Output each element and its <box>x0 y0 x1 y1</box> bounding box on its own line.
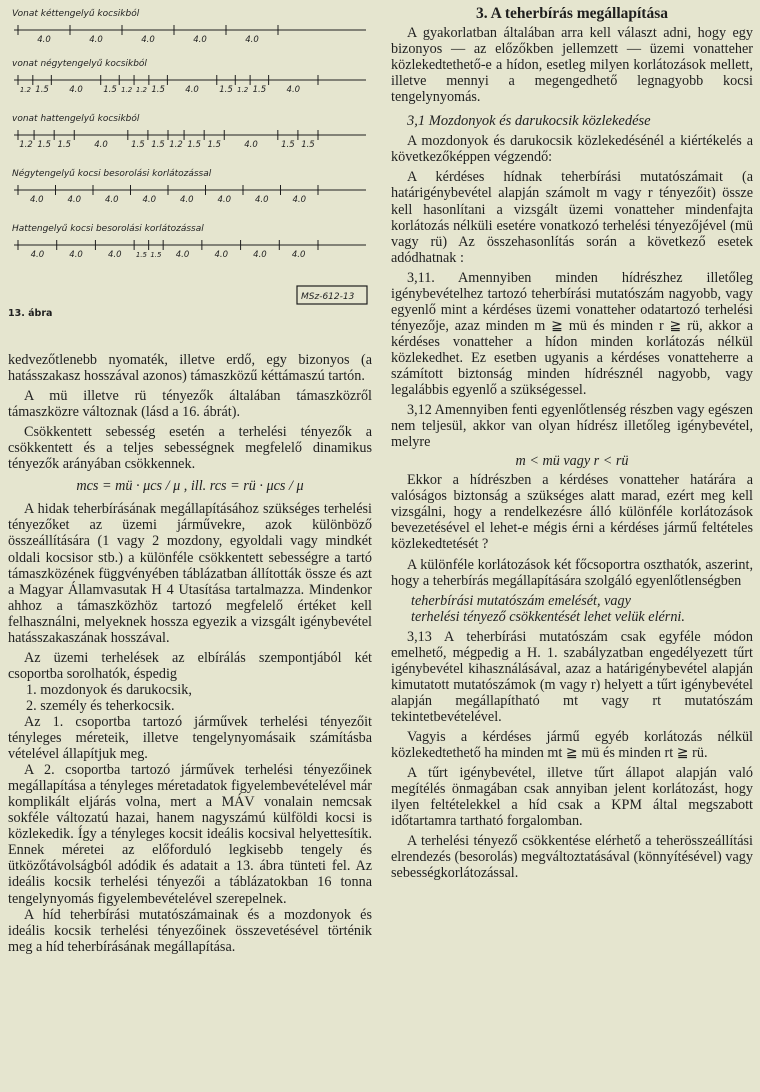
figure-row-label: Négytengelyű kocsi besorolási korlátozással <box>12 169 212 179</box>
right-paragraph-4: 3,11. Amennyiben minden hídrészhez illetőleg igénybevételhez tartozó teherbírási mutatószám nagyobb, vagy egyenlő mint a kérdéses üzemi vonatteher odatartozó terhelési tényezője, azaz minden m ≧ mü és minden r ≧ rü, akkor a kérdéses vonatteher a hídon minden korlátozás nélkül közlekedhet. Ez esetben ugyanis a kérdéses vonatteherre a számított biztonság minden hídrésznél nagyobb, vagy legalábbis egyenlő a szükségessel. <box>391 269 753 399</box>
right-paragraph-6: Ekkor a hídrészben a kérdéses vonatteher határára a valóságos biztonság a szükséges alatt marad, ezért meg kell vizsgálni, hogy a rendelkezésre álló különféle korlátozások bevezetésével el lehet-e mégis érni a kérdéses jármű feltételes közlekedtetését ? <box>391 472 753 553</box>
segment-length-label: 4.0 <box>29 195 44 205</box>
segment-length-label: 1.5 <box>281 140 295 150</box>
segment-length-label: 1.5 <box>187 140 201 150</box>
segment-length-label: 1.5 <box>207 140 221 150</box>
subsection-heading: 3,1 Mozdonyok és darukocsik közlekedése <box>407 113 651 130</box>
left-column <box>8 6 372 955</box>
segment-length-label: 1.5 <box>151 85 165 95</box>
segment-length-label: 4.0 <box>30 250 45 260</box>
segment-length-label: 4.0 <box>142 195 157 205</box>
right-paragraph-3: A kérdéses hídnak teherbírási mutatószámait (a határigénybevétel alapján számolt m vagy r tényezőit) össze kell hasonlítani a vizsgált üzemi vonatteher mindenfajta korlátozás nélküli esetére vonatkozó terhelési tényezőjével (mü vagy rü) Az összehasonlítás során a következő esetek adódhatnak : <box>391 169 753 266</box>
right-paragraph-9: Vagyis a kérdéses jármű egyéb korlátozás nélkül közlekedtethető ha minden mt ≧ mü és minden rt ≧ rü. <box>391 728 753 762</box>
segment-length-label: 1.5 <box>151 140 165 150</box>
segment-length-label: 4.0 <box>179 195 194 205</box>
left-paragraph-5: Az üzemi terhelések az elbírálás szempontjából két csoportba sorolhatók, éspedig <box>8 649 372 682</box>
right-paragraph-1: A gyakorlatban általában arra kell választ adni, hogy egy bizonyos — az előzőkben jellemzett — üzemi vonatteher közlekedtethető-e a hídon, esetleg milyen korlátozások mellett, illetve mennyi a megengedhető legnagyobb kocsi tengelynyomás. <box>391 25 753 106</box>
segment-length-label: 4.0 <box>37 35 51 45</box>
segment-length-label: 4.0 <box>244 140 258 150</box>
segment-length-label: 4.0 <box>253 250 267 260</box>
section-heading: 3. A teherbírás megállapítása <box>475 5 669 22</box>
segment-length-label: 1.2 <box>19 86 31 94</box>
right-paragraph-10: A tűrt igénybevétel, illetve tűrt állapot alapján való megítélés önmagában csak annyiban jelent korlátozást, hogy ilyen feltételekkel a híd csak a KPM által megszabott időtartamra tartható forgalomban. <box>391 765 753 830</box>
segment-length-label: 4.0 <box>292 195 307 205</box>
right-paragraph-7: A különféle korlátozások két főcsoportra oszthatók, aszerint, hogy a teherbírás megállapítására szolgáló egyenlőtlenségben <box>391 556 753 589</box>
figure-row-label: vonat hattengelyű kocsikból <box>12 114 140 124</box>
axle-diagram <box>8 6 372 306</box>
segment-length-label: 1.5 <box>301 140 315 150</box>
segment-length-label: 1.2 <box>169 140 183 150</box>
segment-length-label: 1.5 <box>35 85 49 95</box>
left-equation: mcs = mü · μcs / μ , ill. rcs = rü · μcs / μ <box>76 478 304 495</box>
figure-stamp: MSz-612-13 <box>301 292 355 302</box>
figure-row-label: Hattengelyű kocsi besorolási korlátozással <box>12 224 204 234</box>
left-paragraph-2: A mü illetve rü tényezők általában támaszközről támaszközre változnak (lásd a 16. ábrát). <box>8 388 372 421</box>
figure-caption: 13. ábra <box>8 308 53 319</box>
right-paragraph-2: A mozdonyok és darukocsik közlekedésénél a kiértékelés a következőképpen végzendő: <box>391 133 753 166</box>
segment-length-label: 1.5 <box>252 85 267 95</box>
left-list-item-1: 1. mozdonyok és darukocsik, <box>26 681 192 698</box>
segment-length-label: 4.0 <box>104 195 119 205</box>
segment-length-label: 1.5 <box>219 85 233 95</box>
segment-length-label: 4.0 <box>67 195 82 205</box>
segment-length-label: 4.0 <box>94 140 108 150</box>
segment-length-label: 4.0 <box>291 250 306 260</box>
segment-length-label: 4.0 <box>141 35 155 45</box>
figure-row-label: Vonat kéttengelyű kocsikból <box>12 9 140 19</box>
left-paragraph-3: Csökkentett sebesség esetén a terhelési tényezők a csökkentett és a teljes sebességnek megfelelő dinamikus tényezők arányában csökkennek. <box>8 424 372 473</box>
segment-length-label: 1.5 <box>57 140 71 150</box>
segment-length-label: 4.0 <box>89 35 103 45</box>
segment-length-label: 4.0 <box>69 250 83 260</box>
left-list-item-2: 2. személy és teherkocsik. <box>26 697 175 714</box>
segment-length-label: 4.0 <box>217 195 232 205</box>
segment-length-label: 4.0 <box>254 195 269 205</box>
left-paragraph-8: A híd teherbírási mutatószámainak és a mozdonyok és ideális kocsik terhelési tényezőinek összevetésével történik meg a híd teherbírásának megállapítása. <box>8 906 372 955</box>
right-paragraph-11: A terhelési tényező csökkentése elérhető a teherösszeállítási elrendezés (besorolás) megváltoztatásával (könnyítésével) vagy sebességkorlátozással. <box>391 833 753 882</box>
segment-length-label: 4.0 <box>193 35 207 45</box>
left-paragraph-6: Az 1. csoportba tartozó járművek terhelési tényezőit tényleges méreteik, illetve tengelynyomásaik számításba vételével állapítjuk meg. <box>8 713 372 763</box>
segment-length-label: 1.2 <box>237 86 249 94</box>
segment-length-label: 1.5 <box>150 251 162 259</box>
segment-length-label: 1.5 <box>135 251 147 259</box>
segment-length-label: 1.2 <box>19 140 33 150</box>
right-column <box>391 6 753 881</box>
right-paragraph-5: 3,12 Amennyiben fenti egyenlőtlenség részben vagy egészen nem teljesül, akkor van olyan hídrész illetőleg igénybevétel, melyre <box>391 402 753 451</box>
segment-length-label: 1.2 <box>135 86 148 94</box>
right-paragraph-8: 3,13 A teherbírási mutatószám csak egyféle módon emelhető, mégpedig a H. 1. szabályzatban engedélyezett tűrt igénybevétel kihasználásával, azaz a határigénybevétel alapján kimutatott mutatószámok (m vagy r) helyett a tűrt igénybevétel alapján megállapítható mt vagy rt mutatószám tekintetbevételével. <box>391 628 753 725</box>
segment-length-label: 1.5 <box>131 140 145 150</box>
segment-length-label: 4.0 <box>286 85 301 95</box>
figure-row-label: vonat négytengelyű kocsikból <box>12 59 147 69</box>
segment-length-label: 1.5 <box>103 85 117 95</box>
segment-length-label: 4.0 <box>214 250 228 260</box>
left-paragraph-4: A hidak teherbírásának megállapításához szükséges terhelési tényezőket az üzemi járművekre, azok különböző összeállítására (1 vagy 2 mozdony, egyoldali vagy mindkét oldali kocsisor stb.) a különféle csökkentett sebességre a tartó támaszközének függvényében táblázatban állították össze és azt a Magyar Államvasutak H 4 Utasítása tartalmazza. Mindenkor ahhoz a támaszközhöz tartozó megfelelő értéket kell felhasználni, melyeknek hossza egyezik a vizsgált igénybevétel hatásszakaszának hosszával. <box>8 501 372 646</box>
segment-length-label: 4.0 <box>108 250 122 260</box>
segment-length-label: 1.2 <box>121 86 133 94</box>
segment-length-label: 4.0 <box>175 250 190 260</box>
figure-13 <box>8 6 372 352</box>
right-italic-line-1: teherbírási mutatószám emelését, vagy <box>411 592 631 609</box>
segment-length-label: 1.5 <box>37 140 51 150</box>
left-paragraph-1: kedvezőtlenebb nyomaték, illetve erdő, egy bizonyos (a hatásszakasz hosszával azonos) támaszközű kéttámaszú tartón. <box>8 352 372 385</box>
segment-length-label: 4.0 <box>69 85 83 95</box>
right-italic-line-2: terhelési tényező csökkentését lehet velük elérni. <box>411 608 685 625</box>
segment-length-label: 4.0 <box>245 35 259 45</box>
segment-length-label: 4.0 <box>185 85 199 95</box>
right-inequality: m < mü vagy r < rü <box>515 453 629 470</box>
left-paragraph-7: A 2. csoportba tartozó járművek terhelési tényezőinek megállapítása a tényleges méretadatok figyelembevételével már komplikált eljárás volna, mert a MÁV vonalain nemcsak sokféle változatú hazai, hanem nagyszámú külföldi kocsi is közlekedik. Így a tényleges kocsit ideális kocsival helyettesítik. Ennek méretei az előforduló legkisebb tengely és ütközőtávolságból adódik és adatait a 13. ábra tünteti fel. Az ideális kocsik terhelési tényezői a táblázatokban 16 tonna tengelynyomás figyelembevételével szerepelnek. <box>8 762 372 907</box>
